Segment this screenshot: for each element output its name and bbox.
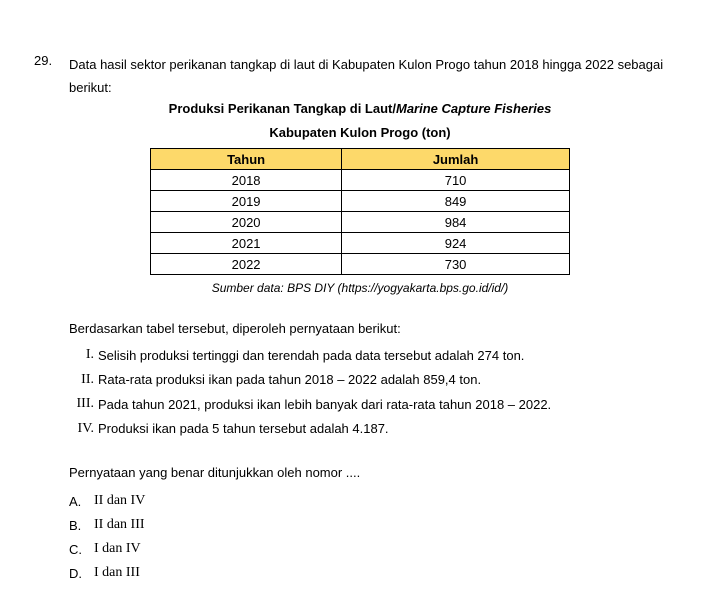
cell-amount: 849	[342, 191, 570, 212]
table-row	[151, 170, 570, 191]
statement-list	[69, 343, 551, 441]
statement-number: I.	[85, 347, 94, 363]
option-letter: B.	[69, 517, 82, 533]
statements-intro: Berdasarkan tabel tersebut, diperoleh pernyataan berikut:	[69, 321, 401, 336]
cell-amount: 730	[342, 254, 570, 275]
option-text: II dan III	[94, 517, 145, 532]
option-letter: D.	[69, 565, 82, 581]
answer-prompt: Pernyataan yang benar ditunjukkan oleh nomor ....	[69, 465, 361, 480]
option-a[interactable]	[69, 489, 145, 513]
statement-text: Rata-rata produksi ikan pada tahun 2018 – 2022 adalah 859,4 ton.	[98, 372, 482, 388]
option-c[interactable]	[69, 537, 145, 561]
option-text: I dan III	[94, 565, 140, 580]
table-subtitle: Kabupaten Kulon Progo (ton)	[269, 125, 451, 140]
table-row	[151, 233, 570, 254]
table-title	[0, 101, 720, 116]
table-title-id: Produksi Perikanan Tangkap di Laut/	[168, 101, 396, 116]
statement-number: IV.	[77, 420, 94, 436]
answer-options	[69, 489, 145, 585]
statement-number: II.	[81, 371, 94, 387]
question-stem-line-1: Data hasil sektor perikanan tangkap di laut di Kabupaten Kulon Progo tahun 2018 hingga 2022 sebagai	[69, 57, 664, 72]
data-table	[150, 148, 570, 275]
statement-item	[69, 368, 551, 393]
cell-year: 2018	[151, 170, 342, 191]
column-header-amount: Jumlah	[342, 149, 570, 170]
statement-text: Produksi ikan pada 5 tahun tersebut adalah 4.187.	[98, 421, 389, 437]
cell-year: 2020	[151, 212, 342, 233]
option-d[interactable]	[69, 561, 145, 585]
option-text: I dan IV	[94, 541, 141, 556]
cell-year: 2022	[151, 254, 342, 275]
table-row	[151, 191, 570, 212]
statement-item	[69, 417, 551, 442]
question-number: 29.	[34, 53, 53, 68]
table-row	[151, 212, 570, 233]
option-letter: C.	[69, 541, 82, 557]
cell-amount: 710	[342, 170, 570, 191]
option-b[interactable]	[69, 513, 145, 537]
cell-year: 2019	[151, 191, 342, 212]
cell-amount: 924	[342, 233, 570, 254]
question-stem	[69, 53, 689, 99]
table-header-row	[151, 149, 570, 170]
statement-number: III.	[76, 396, 94, 412]
statement-item	[69, 392, 551, 417]
table-row	[151, 254, 570, 275]
table-title-en: Marine Capture Fisheries	[395, 101, 552, 116]
statement-text: Pada tahun 2021, produksi ikan lebih banyak dari rata-rata tahun 2018 – 2022.	[98, 396, 552, 412]
statement-text: Selisih produksi tertinggi dan terendah pada data tersebut adalah 274 ton.	[98, 347, 525, 363]
table-source: Sumber data: BPS DIY (https://yogyakarta.bps.go.id/id/)	[211, 281, 509, 295]
cell-amount: 984	[342, 212, 570, 233]
statement-item	[69, 343, 551, 368]
column-header-year: Tahun	[151, 149, 342, 170]
cell-year: 2021	[151, 233, 342, 254]
question-stem-line-2: berikut:	[69, 80, 112, 95]
option-letter: A.	[69, 493, 82, 509]
option-text: II dan IV	[94, 493, 146, 508]
